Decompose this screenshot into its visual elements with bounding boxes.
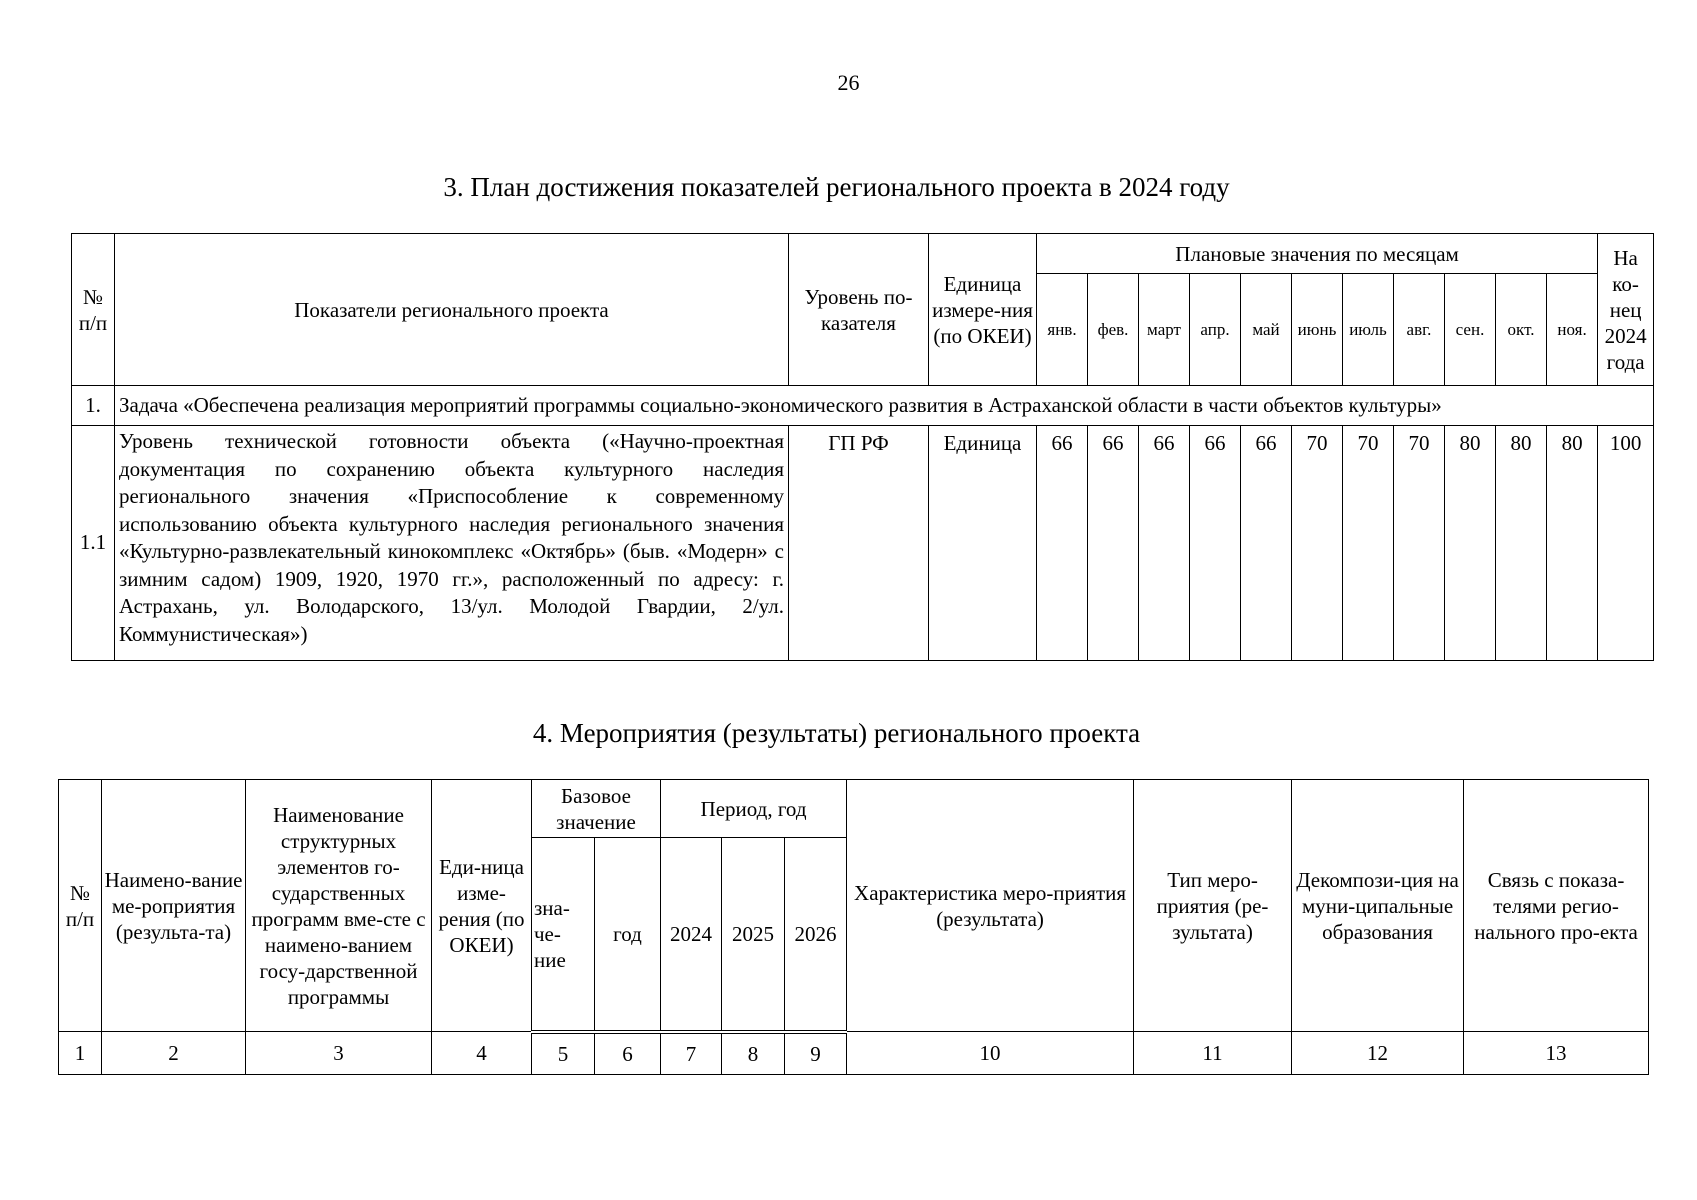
section-4-title: 4. Мероприятия (результаты) регионального проекта [532,718,1141,748]
section-3-title: 3. План достижения показателей регионального проекта в 2024 году [443,172,1230,202]
page-number: 26 [837,70,860,95]
header-unit: Единица измере-ния (по ОКЕИ) [929,234,1037,386]
column-number: 11 [1134,1032,1292,1075]
column-number: 6 [595,1032,661,1075]
month-header: ноя. [1547,274,1598,386]
column-numbers-row [59,1032,1649,1075]
header-characteristic: Характеристика меро-приятия (результата) [847,780,1134,1032]
month-value: 66 [1190,426,1241,661]
header-base-value-year: год [595,838,661,1032]
table4-header-row [59,780,1649,838]
month-header: май [1241,274,1292,386]
month-header: июнь [1292,274,1343,386]
header-base-value-value: зна-че-ние [532,838,595,1032]
column-number: 5 [532,1032,595,1075]
month-header: фев. [1088,274,1139,386]
column-number: 4 [432,1032,532,1075]
month-header: март [1139,274,1190,386]
column-number: 12 [1292,1032,1464,1075]
month-value: 66 [1139,426,1190,661]
column-number: 7 [661,1032,722,1075]
header-decomposition: Декомпози-ция на муни-ципальные образования [1292,780,1464,1032]
header-num: № п/п [72,234,115,386]
header-link: Связь с показа-телями регио-нального про-екта [1464,780,1649,1032]
header-activity-name: Наимено-вание ме-роприятия (результа-та) [102,780,246,1032]
column-number: 1 [59,1032,102,1075]
column-number: 3 [246,1032,432,1075]
month-header: июль [1343,274,1394,386]
month-value: 70 [1394,426,1445,661]
header-year: 2026 [785,838,847,1032]
month-value: 80 [1547,426,1598,661]
column-number: 10 [847,1032,1134,1075]
task-row [72,386,1654,426]
header-year: 2024 [661,838,722,1032]
indicator-level: ГП РФ [789,426,929,661]
month-value: 66 [1088,426,1139,661]
table3-header-row [72,234,1654,274]
indicator-num: 1.1 [72,426,115,661]
month-header: сен. [1445,274,1496,386]
column-number: 13 [1464,1032,1649,1075]
activities-table [58,779,1649,1075]
month-header: авг. [1394,274,1445,386]
month-value: 80 [1445,426,1496,661]
column-number: 2 [102,1032,246,1075]
indicator-unit: Единица [929,426,1037,661]
header-level: Уровень по-казателя [789,234,929,386]
column-number: 9 [785,1032,847,1075]
header-structural-elements: Наименование структурных элементов го-сударственных программ вме-сте с наимено-ванием госу-дарственной программы [246,780,432,1032]
month-header: янв. [1037,274,1088,386]
header-unit: Еди-ница изме-рения (по ОКЕИ) [432,780,532,1032]
task-text: Задача «Обеспечена реализация мероприятий программы социально-экономического развития в Астраханской области в части объектов культуры» [115,386,1654,426]
end-of-year-value: 100 [1598,426,1654,661]
header-num: № п/п [59,780,102,1032]
header-period: Период, год [661,780,847,838]
month-value: 70 [1292,426,1343,661]
month-value: 70 [1343,426,1394,661]
header-monthly: Плановые значения по месяцам [1037,234,1598,274]
task-num: 1. [72,386,115,426]
month-value: 80 [1496,426,1547,661]
header-end-of-year: На ко-нец 2024 года [1598,234,1654,386]
month-header: апр. [1190,274,1241,386]
indicator-text: Уровень технической готовности объекта («Научно-проектная документация по сохранению объекта культурного наследия регионального значения «Приспособление к современному использованию объекта культурного наследия регионального значения «Культурно-развлекательный кинокомплекс «Октябрь» (быв. «Модерн» с зимним садом) 1909, 1920, 1970 гг.», расположенный по адресу: г. Астрахань, ул. Володарского, 13/ул. Молодой Гвардии, 2/ул. Коммунистическая») [115,426,789,661]
column-number: 8 [722,1032,785,1075]
indicator-row [72,426,1654,661]
month-header: окт. [1496,274,1547,386]
header-base-value: Базовое значение [532,780,661,838]
month-value: 66 [1241,426,1292,661]
header-indicator: Показатели регионального проекта [115,234,789,386]
header-year: 2025 [722,838,785,1032]
month-value: 66 [1037,426,1088,661]
header-activity-type: Тип меро-приятия (ре-зультата) [1134,780,1292,1032]
indicators-plan-table [71,233,1654,661]
